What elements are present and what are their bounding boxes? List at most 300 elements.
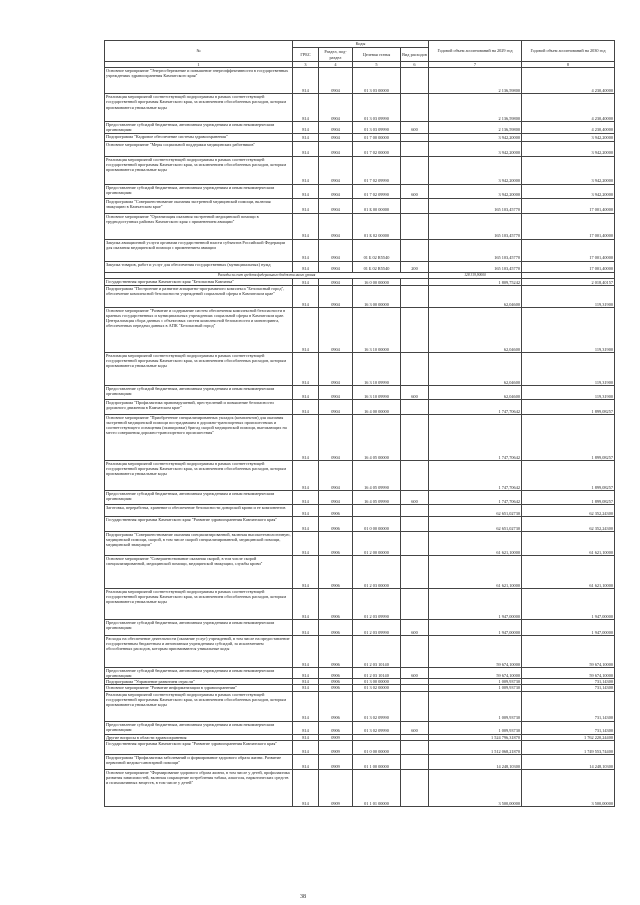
row-target-article: 01 2 03 10140 [353, 635, 401, 667]
header-grbs: ГРБС [293, 48, 319, 62]
table-row [105, 278, 615, 285]
row-razdel: 0906 [319, 721, 353, 734]
row-razdel: 0904 [319, 94, 353, 122]
row-expense-type: 600 [401, 385, 429, 399]
row-razdel: 0906 [319, 531, 353, 555]
row-razdel: 0904 [319, 213, 353, 239]
row-value-2030: 59 674,10000 [522, 635, 615, 667]
row-name: Основное мероприятие "Меры социальной поддержки медицинских работников" [105, 141, 293, 156]
row-name: Другие вопросы в области здравоохранения [105, 734, 293, 740]
row-expense-type [401, 399, 429, 414]
row-value-2030: 3 500,00000 [522, 769, 615, 806]
table-row [105, 352, 615, 385]
row-value-2029: 62,04600 [429, 352, 522, 385]
row-razdel: 0906 [319, 691, 353, 721]
row-name: Предоставление субсидий бюджетным, автономным учреждениям и иным некоммерческим организациям [105, 490, 293, 504]
row-expense-type: 600 [401, 490, 429, 504]
row-grbs: 814 [293, 691, 319, 721]
row-target-article: 01 3 00 00000 [353, 679, 401, 685]
row-grbs: 814 [293, 141, 319, 156]
col-num-1: 1 [105, 62, 293, 68]
row-grbs: 814 [293, 133, 319, 141]
row-razdel: 0904 [319, 352, 353, 385]
row-name: Закупка авиационной услуги органами государственной власти субъектов Российской Федерации для оказания медицинской помощи с применением авиации [105, 239, 293, 261]
row-name: Подпрограмма "Совершенствование оказания специализированной, включая высокотехнологичную, медицинской помощи, скорой, в том числе скорой специализированной, медицинской помощи, медицинской эвакуации" [105, 531, 293, 555]
row-expense-type [401, 278, 429, 285]
table-row [105, 94, 615, 122]
row-value-2029: 1 947,00000 [429, 588, 522, 619]
row-value-2029: 3 942,20000 [429, 156, 522, 184]
row-value-2029: 1 524 796,31870 [429, 734, 522, 740]
row-razdel: 0906 [319, 516, 353, 531]
row-value-2029: 1 009,93730 [429, 679, 522, 685]
row-razdel: 0904 [319, 414, 353, 460]
row-value-2030: 17 001,40000 [522, 198, 615, 213]
row-target-article: 01 Б 02 R5540 [353, 261, 401, 272]
row-value-2030: 119,31900 [522, 352, 615, 385]
row-expense-type [401, 414, 429, 460]
row-grbs: 814 [293, 667, 319, 678]
row-value-2030: 1 899,08257 [522, 460, 615, 490]
row-name: Государственная программа Камчатского края "Развитие здравоохранения Камчатского края" [105, 516, 293, 531]
row-razdel: 0904 [319, 184, 353, 198]
row-value-2030: 731,14300 [522, 685, 615, 691]
table-row [105, 141, 615, 156]
table-row [105, 635, 615, 667]
header-csr: Целевая статья [353, 48, 401, 62]
row-grbs: 814 [293, 385, 319, 399]
row-value-2030: 2 018,40157 [522, 278, 615, 285]
table-row [105, 504, 615, 516]
row-grbs: 814 [293, 156, 319, 184]
row-razdel: 0904 [319, 133, 353, 141]
row-name: Подпрограмма "Управление развитием отрасли" [105, 679, 293, 685]
row-grbs: 814 [293, 68, 319, 94]
row-value-2029: 3 942,20000 [429, 184, 522, 198]
row-razdel: 0904 [319, 239, 353, 261]
table-row [105, 460, 615, 490]
row-value-2030: 731,14300 [522, 691, 615, 721]
row-value-2030: 1 899,08257 [522, 414, 615, 460]
row-value-2029: 165 103,45770 [429, 213, 522, 239]
row-target-article: 16 3 10 00000 [353, 307, 401, 352]
header-2029: Годовой объем ассигнований на 2029 год [429, 41, 522, 62]
table-row [105, 285, 615, 307]
row-value-2030: 1 749 553,74400 [522, 740, 615, 754]
row-value-2030: 3 942,20000 [522, 141, 615, 156]
row-target-article: 01 3 02 09990 [353, 691, 401, 721]
row-value-2030: 61 621,10000 [522, 531, 615, 555]
row-name: Предоставление субсидий бюджетным, автономным учреждениям и иным некоммерческим организациям [105, 721, 293, 734]
row-value-2030: 61 621,10000 [522, 555, 615, 588]
row-grbs: 814 [293, 285, 319, 307]
row-expense-type [401, 239, 429, 261]
row-name: Основное мероприятие "Энергосбережение и повышение энергоэффективности в государственных учреждениях здравоохранения Камчатского края" [105, 68, 293, 94]
table-row [105, 399, 615, 414]
row-razdel: 0909 [319, 740, 353, 754]
row-target-article: 16 4 05 09990 [353, 460, 401, 490]
row-razdel: 0906 [319, 667, 353, 678]
row-name: Основное мероприятие "Развитие информатизации в здравоохранении" [105, 685, 293, 691]
row-razdel: 0904 [319, 122, 353, 133]
table-row [105, 184, 615, 198]
row-name: Предоставление субсидий бюджетным, автономным учреждениям и иным некоммерческим организациям [105, 619, 293, 635]
row-target-article: 16 4 00 00000 [353, 399, 401, 414]
table-row [105, 588, 615, 619]
row-value-2029: 14 248,10300 [429, 754, 522, 769]
row-razdel: 0904 [319, 385, 353, 399]
row-expense-type [401, 588, 429, 619]
row-name: Подпрограмма "Кадровое обеспечение системы здравоохранения" [105, 133, 293, 141]
row-name: Основное мероприятие "Развитие и содержание систем обеспечения комплексной безопасности в краевых государственных и муниципальных учреждениях социальной сферы в Камчатском крае. Централизация сбора данных с объектовых систем комплексной безопасности и мониторинга, обеспеченных передачи данных в АПК "Безопасный город" [105, 307, 293, 352]
row-value-2029: 62,04600 [429, 307, 522, 352]
row-expense-type [401, 198, 429, 213]
row-razdel: 0906 [319, 619, 353, 635]
row-target-article: 01 2 00 00000 [353, 531, 401, 555]
row-expense-type [401, 133, 429, 141]
row-target-article: 01 2 03 00000 [353, 555, 401, 588]
row-razdel: 0909 [319, 769, 353, 806]
row-grbs: 814 [293, 685, 319, 691]
table-row [105, 555, 615, 588]
row-expense-type [401, 307, 429, 352]
row-value-2029: 165 103,45770 [429, 198, 522, 213]
row-value-2030: 119,31900 [522, 385, 615, 399]
row-target-article: 16 4 05 00000 [353, 414, 401, 460]
table-row [105, 122, 615, 133]
row-name: Предоставление субсидий бюджетным, автономным учреждениям и иным некоммерческим организациям [105, 184, 293, 198]
row-value-2029: 2 136,59800 [429, 94, 522, 122]
row-value-2029: 165 103,45770 [429, 239, 522, 261]
row-value-2030: 119,31900 [522, 285, 615, 307]
row-value-2029: 3 942,20000 [429, 133, 522, 141]
row-value-2030: 4 230,40000 [522, 94, 615, 122]
row-grbs: 814 [293, 734, 319, 740]
row-grbs: 814 [293, 399, 319, 414]
budget-table [104, 40, 615, 807]
row-grbs: 814 [293, 619, 319, 635]
row-target-article: 01 7 02 00000 [353, 141, 401, 156]
row-value-2029: 62,04600 [429, 385, 522, 399]
row-expense-type: 200 [401, 261, 429, 272]
row-expense-type: 600 [401, 122, 429, 133]
row-target-article: 01 0 00 00000 [353, 516, 401, 531]
row-expense-type: 600 [401, 619, 429, 635]
row-razdel: 0909 [319, 734, 353, 740]
table-row [105, 667, 615, 678]
row-target-article: 16 3 00 00000 [353, 285, 401, 307]
row-expense-type [401, 754, 429, 769]
table-row [105, 490, 615, 504]
row-value-2030: 1 899,08257 [522, 490, 615, 504]
row-grbs: 814 [293, 122, 319, 133]
row-value-2029: 3 500,00000 [429, 769, 522, 806]
row-grbs: 814 [293, 184, 319, 198]
row-target-article: 01 3 03 09990 [353, 94, 401, 122]
row-name: Заготовка, переработка, хранение и обеспечение безопасности донорской крови и ее компонентов [105, 504, 293, 516]
row-grbs: 814 [293, 352, 319, 385]
row-target-article: 16 0 00 00000 [353, 278, 401, 285]
row-grbs: 814 [293, 278, 319, 285]
row-grbs: 814 [293, 769, 319, 806]
row-name: Расходы на обеспечение деятельности (оказание услуг) учреждений, в том числе на предоставление государственным бюджетным и автономным учреждениям субсидий, за исключением обособленных расходов, которым присваиваются уникальные коды [105, 635, 293, 667]
row-value-2030: 14 248,10300 [522, 754, 615, 769]
row-expense-type [401, 691, 429, 721]
row-value-2030: 62 352,24300 [522, 504, 615, 516]
row-target-article: 16 3 10 09990 [353, 385, 401, 399]
row-expense-type [401, 555, 429, 588]
col-num-4: 4 [319, 62, 353, 68]
row-grbs: 814 [293, 198, 319, 213]
row-target-article: 16 3 10 09990 [353, 352, 401, 385]
row-grbs: 814 [293, 740, 319, 754]
row-target-article: 01 7 00 00000 [353, 133, 401, 141]
header-codes: Коды [293, 41, 429, 48]
table-row [105, 239, 615, 261]
table-row [105, 198, 615, 213]
row-grbs: 814 [293, 721, 319, 734]
row-name: Основное мероприятие "Совершенствование оказания скорой, в том числе скорой специализированной, медицинской помощи, медицинской эвакуации, службы крови" [105, 555, 293, 588]
row-value-2030: 17 001,40000 [522, 239, 615, 261]
row-grbs: 814 [293, 531, 319, 555]
row-expense-type [401, 156, 429, 184]
col-num-8: 8 [522, 62, 615, 68]
row-razdel: 0904 [319, 156, 353, 184]
row-razdel: 0904 [319, 198, 353, 213]
row-grbs: 814 [293, 588, 319, 619]
row-razdel: 0906 [319, 588, 353, 619]
row-expense-type [401, 516, 429, 531]
row-value-2030: 1 762 220,24400 [522, 734, 615, 740]
row-expense-type [401, 635, 429, 667]
row-target-article: 01 3 02 09990 [353, 721, 401, 734]
row-expense-type [401, 141, 429, 156]
row-razdel: 0904 [319, 399, 353, 414]
row-value-2030: 17 001,40000 [522, 213, 615, 239]
row-expense-type: 600 [401, 721, 429, 734]
table-row [105, 385, 615, 399]
row-value-2030: 3 942,20000 [522, 133, 615, 141]
row-grbs: 814 [293, 239, 319, 261]
row-name: Реализация мероприятий соответствующей подпрограммы в рамках соответствующей государственной программы Камчатского края, за исключением обособленных расходов, которым присваиваются уникальные коды [105, 691, 293, 721]
row-name: Реализация мероприятий соответствующей подпрограммы в рамках соответствующей государственной программы Камчатского края, за исключением обособленных расходов, которым присваиваются уникальные коды [105, 156, 293, 184]
table-row [105, 516, 615, 531]
table-row [105, 531, 615, 555]
row-grbs: 814 [293, 504, 319, 516]
row-grbs: 814 [293, 307, 319, 352]
header-2030: Годовой объем ассигнований на 2030 год [522, 41, 615, 62]
row-value-2030: 3 942,20000 [522, 184, 615, 198]
table-row [105, 68, 615, 94]
table-row [105, 133, 615, 141]
row-name: Реализация мероприятий соответствующей подпрограммы в рамках соответствующей государственной программы Камчатского края, за исключением обособленных расходов, которым присваиваются уникальные коды [105, 94, 293, 122]
row-razdel: 0904 [319, 460, 353, 490]
row-target-article: 01 1 00 00000 [353, 754, 401, 769]
row-value-2030: 1 947,00000 [522, 619, 615, 635]
table-row [105, 740, 615, 754]
row-name: Основное мероприятие "Приобретение специализированных укладок (комплектов) для оказания экстренной медицинской помощи пострадавшим в дорожно-транспортных происшествиях и соответствующего оснащения (экипировки) бригад скорой медицинской помощи, выезжающих на место совершения дорожно-транспортного происшествия" [105, 414, 293, 460]
row-target-article: 01 2 03 09990 [353, 619, 401, 635]
row-razdel: 0904 [319, 261, 353, 272]
row-value-2029: 2 136,59800 [429, 122, 522, 133]
row-value-2029: 59 674,10000 [429, 667, 522, 678]
row-value-2029: 61 621,10000 [429, 555, 522, 588]
row-value-2030: 731,14300 [522, 679, 615, 685]
row-value-2030: 731,14300 [522, 721, 615, 734]
row-name: Подпрограмма "Профилактика правонарушений, преступлений и повышение безопасности дорожного движения в Камчатском крае" [105, 399, 293, 414]
col-num-6: 6 [401, 62, 429, 68]
row-razdel: 0904 [319, 490, 353, 504]
row-target-article: 01 3 02 00000 [353, 685, 401, 691]
row-value-2029: 1 947,00000 [429, 619, 522, 635]
row-grbs: 814 [293, 213, 319, 239]
row-target-article: 01 3 03 00000 [353, 68, 401, 94]
row-expense-type [401, 740, 429, 754]
row-target-article [353, 504, 401, 516]
row-expense-type [401, 68, 429, 94]
page-number: 38 [300, 894, 306, 900]
table-row [105, 769, 615, 806]
table-row [105, 261, 615, 272]
row-name: Предоставление субсидий бюджетным, автономным учреждениям и иным некоммерческим организациям [105, 667, 293, 678]
row-grbs: 814 [293, 516, 319, 531]
row-value-2029: 1 747,70642 [429, 460, 522, 490]
row-expense-type: 600 [401, 184, 429, 198]
table-body [105, 68, 615, 807]
row-name: Реализация мероприятий соответствующей подпрограммы в рамках соответствующей государственной программы Камчатского края, за исключением обособленных расходов, которым присваиваются уникальные коды [105, 352, 293, 385]
row-value-2029: 62 651,02730 [429, 504, 522, 516]
subnote-value-2029: 128 319,90000 [429, 272, 522, 278]
row-value-2030: 3 942,20000 [522, 156, 615, 184]
budget-table-sheet [104, 40, 614, 807]
header-num: № [105, 41, 293, 62]
row-target-article: 01 2 03 09990 [353, 588, 401, 619]
row-razdel: 0904 [319, 141, 353, 156]
row-target-article: 01 2 03 10140 [353, 667, 401, 678]
row-grbs: 814 [293, 555, 319, 588]
row-grbs: 814 [293, 754, 319, 769]
table-row [105, 213, 615, 239]
row-value-2029: 1 009,93730 [429, 721, 522, 734]
row-target-article: 01 3 03 09990 [353, 122, 401, 133]
row-grbs: 814 [293, 679, 319, 685]
row-value-2030: 4 230,40000 [522, 122, 615, 133]
table-row [105, 307, 615, 352]
row-value-2029: 1 747,70642 [429, 490, 522, 504]
row-value-2030: 4 230,40000 [522, 68, 615, 94]
row-name: Реализация мероприятий соответствующей подпрограммы в рамках соответствующей государственной программы Камчатского края, за исключением обособленных расходов, которым присваиваются уникальные коды [105, 460, 293, 490]
table-row [105, 721, 615, 734]
row-name: Закупка товаров, работ и услуг для обеспечения государственных (муниципальных) нужд [105, 261, 293, 272]
row-grbs: 814 [293, 635, 319, 667]
row-target-article: 01 Б 02 00000 [353, 213, 401, 239]
table-row [105, 754, 615, 769]
row-target-article: 01 0 00 00000 [353, 740, 401, 754]
table-row [105, 414, 615, 460]
row-target-article: 16 4 05 09990 [353, 490, 401, 504]
row-value-2029: 1 747,70642 [429, 414, 522, 460]
row-razdel: 0904 [319, 278, 353, 285]
row-value-2029: 1 009,93730 [429, 691, 522, 721]
row-target-article: 01 Б 00 00000 [353, 198, 401, 213]
table-row [105, 619, 615, 635]
col-num-5: 5 [353, 62, 401, 68]
row-value-2030: 1 899,08257 [522, 399, 615, 414]
row-value-2029: 62 651,02730 [429, 516, 522, 531]
row-value-2030: 17 001,40000 [522, 261, 615, 272]
row-grbs: 814 [293, 94, 319, 122]
row-value-2029: 3 942,20000 [429, 141, 522, 156]
col-num-3: 3 [293, 62, 319, 68]
row-expense-type [401, 460, 429, 490]
row-expense-type [401, 504, 429, 516]
row-value-2029: 1 512 068,21870 [429, 740, 522, 754]
row-target-article: 01 7 02 09990 [353, 184, 401, 198]
row-value-2029: 1 747,70642 [429, 399, 522, 414]
row-grbs: 814 [293, 460, 319, 490]
row-expense-type [401, 213, 429, 239]
row-razdel: 0904 [319, 68, 353, 94]
row-target-article: 01 1 01 00000 [353, 769, 401, 806]
row-value-2030: 59 674,10000 [522, 667, 615, 678]
row-value-2030: 1 947,00000 [522, 588, 615, 619]
row-razdel: 0904 [319, 285, 353, 307]
row-expense-type [401, 352, 429, 385]
row-name: Подпрограмма "Профилактика заболеваний и формирование здорового образа жизни. Развитие первичной медико-санитарной помощи" [105, 754, 293, 769]
row-name: Предоставление субсидий бюджетным, автономным учреждениям и иным некоммерческим организациям [105, 385, 293, 399]
row-value-2029: 165 103,45770 [429, 261, 522, 272]
row-value-2029: 1 809,75242 [429, 278, 522, 285]
row-name: Основное мероприятие "Формирование здорового образа жизни, в том числе у детей, профилактика развития зависимостей, включая сокращение потребления табака, алкоголя, наркотических средств и психоактивных веществ, в том числе у детей" [105, 769, 293, 806]
row-value-2029: 62,04600 [429, 285, 522, 307]
table-header [105, 41, 615, 68]
row-razdel: 0906 [319, 635, 353, 667]
row-expense-type [401, 285, 429, 307]
header-razdel: Раздел, под-раздел [319, 48, 353, 62]
row-value-2030: 119,31900 [522, 307, 615, 352]
header-vr: Вид расходов [401, 48, 429, 62]
row-name: Государственная программа Камчатского края "Развитие здравоохранения Камчатского края" [105, 740, 293, 754]
row-value-2029: 1 009,93730 [429, 685, 522, 691]
row-value-2030: 62 352,24300 [522, 516, 615, 531]
row-grbs: 814 [293, 490, 319, 504]
row-value-2029: 59 674,10000 [429, 635, 522, 667]
row-name: Основное мероприятие "Организация оказания экстренной медицинской помощи в труднодоступных районах Камчатского края с применением авиации" [105, 213, 293, 239]
col-num-7: 7 [429, 62, 522, 68]
row-expense-type [401, 94, 429, 122]
table-row [105, 691, 615, 721]
row-expense-type: 600 [401, 667, 429, 678]
row-grbs: 814 [293, 414, 319, 460]
row-name: Подпрограмма "Совершенствование оказания экстренной медицинской помощи, включая эвакуацию в Камчатском крае" [105, 198, 293, 213]
row-value-2029: 61 621,10000 [429, 531, 522, 555]
row-razdel: 0904 [319, 307, 353, 352]
row-razdel: 0906 [319, 504, 353, 516]
row-razdel: 0906 [319, 555, 353, 588]
row-value-2029: 2 136,59800 [429, 68, 522, 94]
subnote-text: Расходы за счет средств федерального бюджета иного уровня [105, 272, 429, 278]
row-razdel: 0909 [319, 754, 353, 769]
row-razdel: 0906 [319, 685, 353, 691]
row-target-article: 01 7 02 09990 [353, 156, 401, 184]
table-row [105, 156, 615, 184]
row-razdel: 0906 [319, 679, 353, 685]
row-expense-type [401, 769, 429, 806]
row-name: Предоставление субсидий бюджетным, автономным учреждениям и иным некоммерческим организациям [105, 122, 293, 133]
row-expense-type [401, 531, 429, 555]
row-name: Подпрограмма "Построение и развитие аппаратно-программного комплекса "Безопасный город", обеспечение комплексной безопасности учреждений социальной сферы в Камчатском крае" [105, 285, 293, 307]
row-name: Реализация мероприятий соответствующей подпрограммы в рамках соответствующей государственной программы Камчатского края, за исключением обособленных расходов, которым присваиваются уникальные коды [105, 588, 293, 619]
